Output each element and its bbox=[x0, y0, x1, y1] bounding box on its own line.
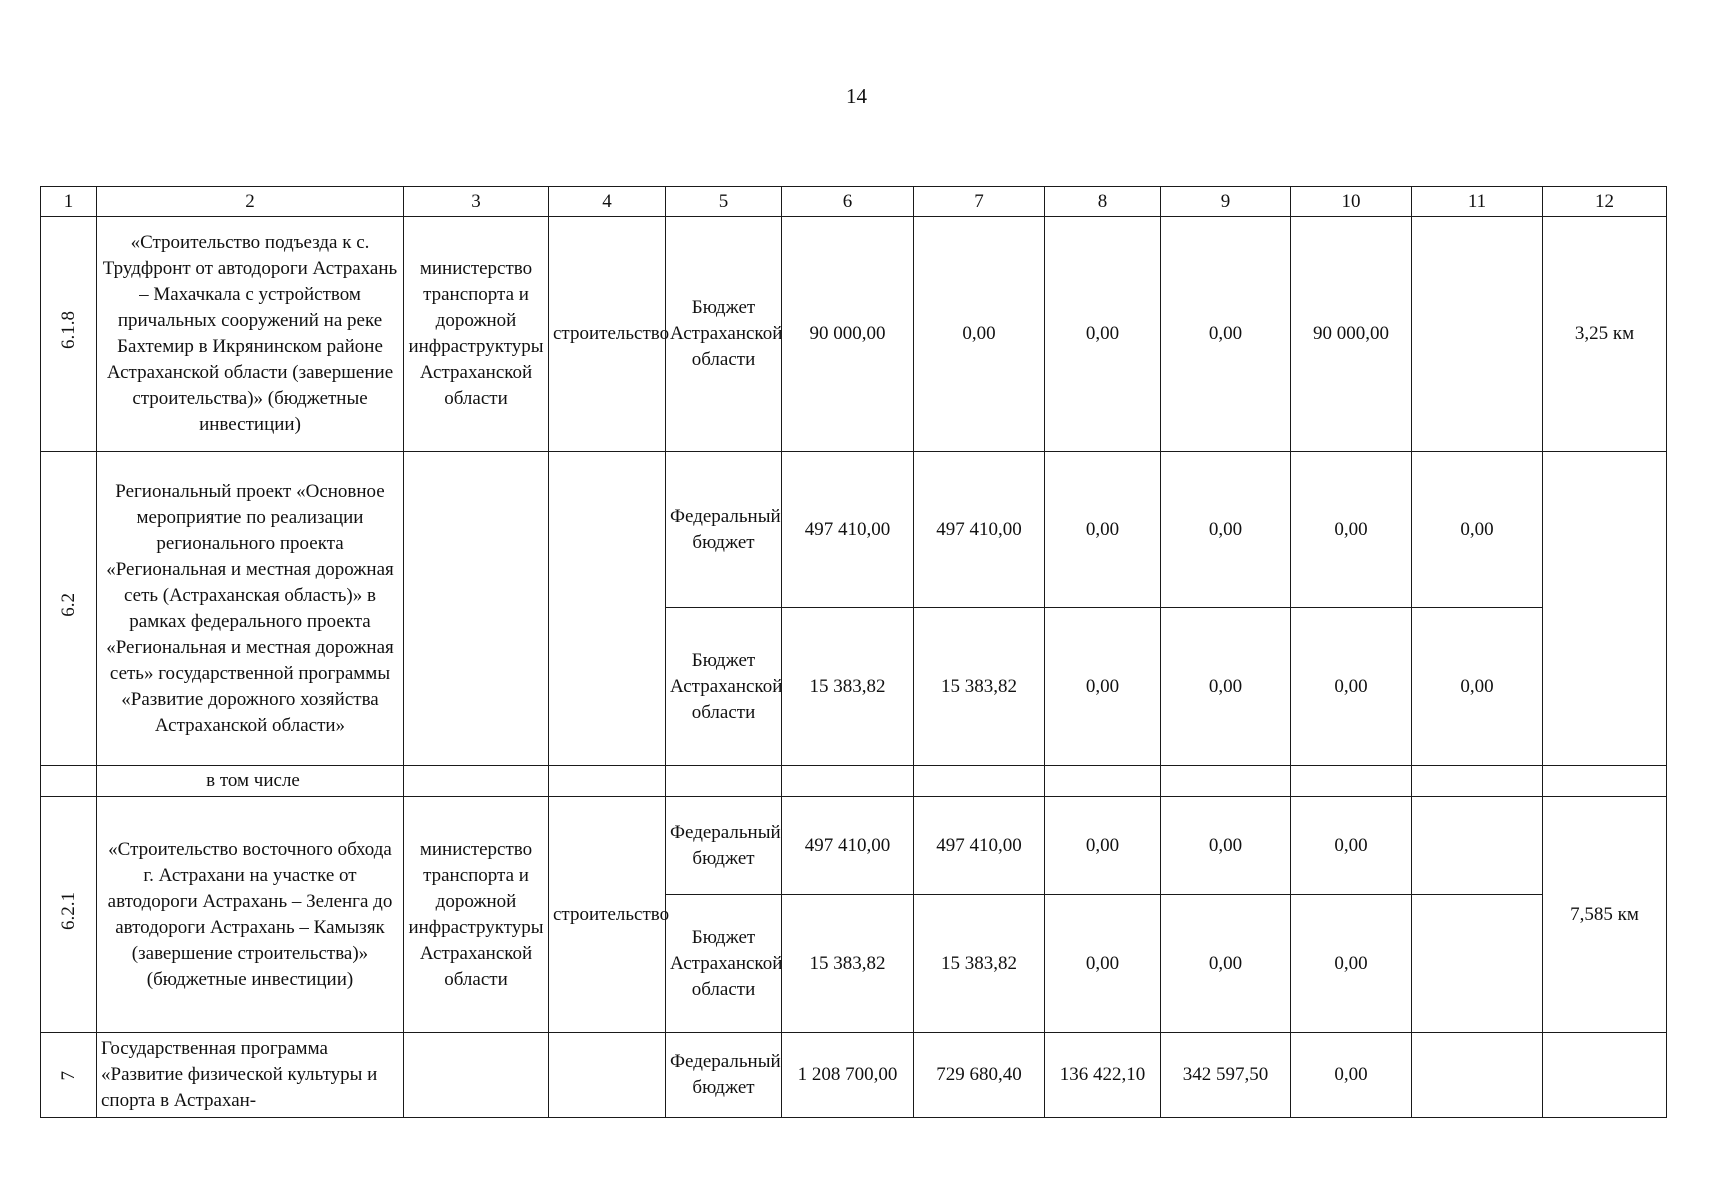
value-cell: 0,00 bbox=[914, 217, 1045, 452]
value-cell: 0,00 bbox=[1045, 452, 1161, 608]
row-number-cell bbox=[41, 452, 97, 766]
table-row bbox=[41, 797, 1667, 895]
funding-source-cell: Бюджет Астраханской области bbox=[666, 895, 782, 1033]
column-header: 12 bbox=[1543, 187, 1667, 217]
value-cell: 0,00 bbox=[1161, 797, 1291, 895]
column-header: 6 bbox=[782, 187, 914, 217]
table-row bbox=[41, 217, 1667, 452]
funding-source-cell: Бюджет Астраханской области bbox=[666, 217, 782, 452]
value-cell: 0,00 bbox=[1412, 452, 1543, 608]
row-number-cell bbox=[41, 217, 97, 452]
empty-cell bbox=[1161, 766, 1291, 797]
value-cell: 0,00 bbox=[1291, 895, 1412, 1033]
work-type-cell: строительство bbox=[549, 797, 666, 1033]
executor-cell: министерство транспорта и дорожной инфраструктуры Астраханской области bbox=[404, 217, 549, 452]
work-type-cell: строительство bbox=[549, 217, 666, 452]
empty-cell bbox=[1291, 766, 1412, 797]
empty-cell bbox=[1412, 1033, 1543, 1118]
value-cell: 15 383,82 bbox=[782, 608, 914, 766]
empty-cell bbox=[1543, 766, 1667, 797]
activity-name: «Строительство восточного обхода г. Астрахани на участке от автодороги Астрахань – Зеленга до автодороги Астрахань – Камызяк (завершение строительства)» (бюджетные инвестиции) bbox=[107, 838, 393, 990]
value-cell: 0,00 bbox=[1291, 452, 1412, 608]
empty-cell bbox=[666, 766, 782, 797]
row-number-cell bbox=[41, 766, 97, 797]
budget-table bbox=[40, 186, 1667, 1118]
executor-cell bbox=[404, 1033, 549, 1118]
value-cell: 15 383,82 bbox=[782, 895, 914, 1033]
table-row bbox=[41, 1033, 1667, 1118]
funding-source-cell: Федеральный бюджет bbox=[666, 797, 782, 895]
result-cell bbox=[1543, 1033, 1667, 1118]
value-cell: 0,00 bbox=[1291, 797, 1412, 895]
empty-cell bbox=[549, 766, 666, 797]
activity-name: Государственная программа «Развитие физической культуры и спорта в Астрахан- bbox=[101, 1038, 378, 1111]
result-cell: 7,585 км bbox=[1543, 797, 1667, 1033]
value-cell: 15 383,82 bbox=[914, 608, 1045, 766]
funding-source-cell: Федеральный бюджет bbox=[666, 452, 782, 608]
activity-name-cell bbox=[97, 452, 404, 766]
empty-cell bbox=[404, 766, 549, 797]
column-header: 4 bbox=[549, 187, 666, 217]
value-cell: 0,00 bbox=[1291, 608, 1412, 766]
result-cell bbox=[1543, 452, 1667, 766]
value-cell: 0,00 bbox=[1161, 608, 1291, 766]
row-number: 6.1.8 bbox=[57, 311, 79, 349]
row-number-cell bbox=[41, 797, 97, 1033]
value-cell: 0,00 bbox=[1161, 452, 1291, 608]
row-number-cell bbox=[41, 1033, 97, 1118]
column-header: 11 bbox=[1412, 187, 1543, 217]
value-cell: 0,00 bbox=[1045, 895, 1161, 1033]
result-cell: 3,25 км bbox=[1543, 217, 1667, 452]
work-type-cell bbox=[549, 452, 666, 766]
value-cell: 497 410,00 bbox=[782, 452, 914, 608]
funding-source-cell: Федеральный бюджет bbox=[666, 1033, 782, 1118]
row-number: 7 bbox=[57, 1070, 79, 1080]
column-header: 7 bbox=[914, 187, 1045, 217]
page-number: 14 bbox=[846, 84, 867, 108]
column-header: 8 bbox=[1045, 187, 1161, 217]
table-row bbox=[41, 452, 1667, 608]
empty-cell bbox=[1045, 766, 1161, 797]
activity-name: «Строительство подъезда к с. Трудфронт от автодороги Астрахань – Махачкала с устройством причальных сооружений на реке Бахтемир в Икрянинском районе Астраханской области (завершение строительства)» (бюджетные инвестиции) bbox=[102, 232, 398, 435]
value-cell: 90 000,00 bbox=[1291, 217, 1412, 452]
activity-name-cell bbox=[97, 217, 404, 452]
value-cell: 0,00 bbox=[1045, 608, 1161, 766]
value-cell: 342 597,50 bbox=[1161, 1033, 1291, 1118]
value-cell: 0,00 bbox=[1412, 608, 1543, 766]
value-cell: 0,00 bbox=[1291, 1033, 1412, 1118]
value-cell: 497 410,00 bbox=[782, 797, 914, 895]
activity-name-cell bbox=[97, 1033, 404, 1118]
value-cell: 497 410,00 bbox=[914, 452, 1045, 608]
table-header-row bbox=[41, 187, 1667, 217]
table-row bbox=[41, 766, 1667, 797]
column-header: 2 bbox=[97, 187, 404, 217]
value-cell: 90 000,00 bbox=[782, 217, 914, 452]
value-cell: 497 410,00 bbox=[914, 797, 1045, 895]
column-header: 3 bbox=[404, 187, 549, 217]
column-header: 9 bbox=[1161, 187, 1291, 217]
value-cell: 0,00 bbox=[1045, 797, 1161, 895]
work-type-cell bbox=[549, 1033, 666, 1118]
value-cell: 15 383,82 bbox=[914, 895, 1045, 1033]
value-cell: 1 208 700,00 bbox=[782, 1033, 914, 1118]
executor-cell: министерство транспорта и дорожной инфраструктуры Астраханской области bbox=[404, 797, 549, 1033]
empty-cell bbox=[782, 766, 914, 797]
value-cell: 136 422,10 bbox=[1045, 1033, 1161, 1118]
value-cell bbox=[1412, 217, 1543, 452]
empty-cell bbox=[1412, 895, 1543, 1033]
empty-cell bbox=[1412, 797, 1543, 895]
row-number: 6.2 bbox=[57, 592, 79, 617]
value-cell: 0,00 bbox=[1161, 217, 1291, 452]
column-header: 10 bbox=[1291, 187, 1412, 217]
empty-cell bbox=[1412, 766, 1543, 797]
funding-source-cell: Бюджет Астраханской области bbox=[666, 608, 782, 766]
including-label: в том числе bbox=[97, 766, 404, 797]
executor-cell bbox=[404, 452, 549, 766]
activity-name-cell bbox=[97, 797, 404, 1033]
row-number: 6.2.1 bbox=[57, 891, 79, 930]
column-header: 1 bbox=[41, 187, 97, 217]
value-cell: 0,00 bbox=[1161, 895, 1291, 1033]
empty-cell bbox=[914, 766, 1045, 797]
value-cell: 0,00 bbox=[1045, 217, 1161, 452]
column-header: 5 bbox=[666, 187, 782, 217]
activity-name: Региональный проект «Основное мероприятие по реализации регионального проекта «Региональная и местная дорожная сеть (Астраханская область)» в рамках федерального проекта «Региональная и местная дорожная сеть» государственной программы «Развитие дорожного хозяйства Астраханской области» bbox=[106, 480, 394, 736]
value-cell: 729 680,40 bbox=[914, 1033, 1045, 1118]
